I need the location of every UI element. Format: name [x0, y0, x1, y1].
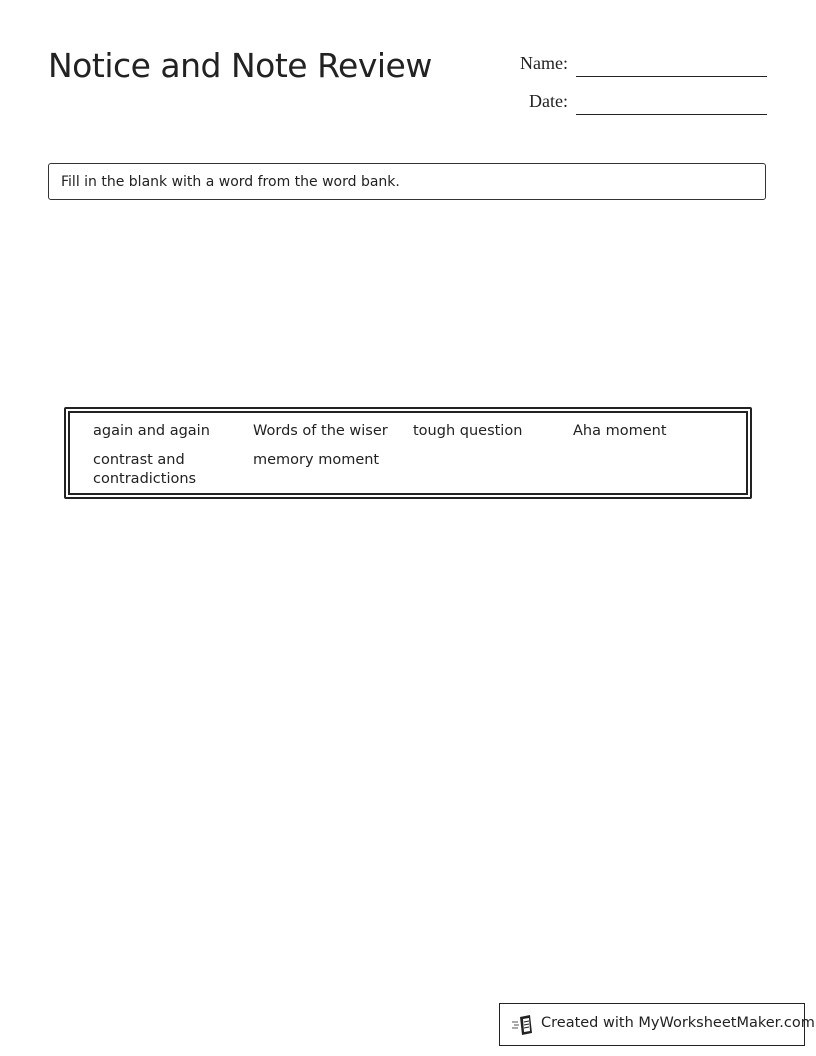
- instructions-box: [48, 163, 766, 200]
- instructions-text: Fill in the blank with a word from the word bank.: [61, 174, 400, 190]
- date-field[interactable]: [576, 114, 767, 115]
- word-bank-item: tough question: [413, 423, 523, 439]
- word-bank-item: Aha moment: [573, 423, 667, 439]
- name-label: Name:: [520, 53, 568, 73]
- credit-text: Created with MyWorksheetMaker.com: [541, 1015, 815, 1031]
- word-bank-item: contrast and contradictions: [93, 452, 197, 487]
- credit-badge[interactable]: [499, 1003, 815, 1046]
- word-bank-item: again and again: [93, 423, 210, 439]
- worksheet-logo-icon: [512, 1015, 534, 1035]
- name-field[interactable]: [576, 76, 767, 77]
- date-label: Date:: [529, 91, 568, 111]
- page-title: Notice and Note Review: [48, 46, 432, 85]
- word-bank-item: Words of the wiser: [253, 423, 388, 439]
- word-bank: [64, 407, 752, 499]
- word-bank-item: memory moment: [253, 452, 380, 468]
